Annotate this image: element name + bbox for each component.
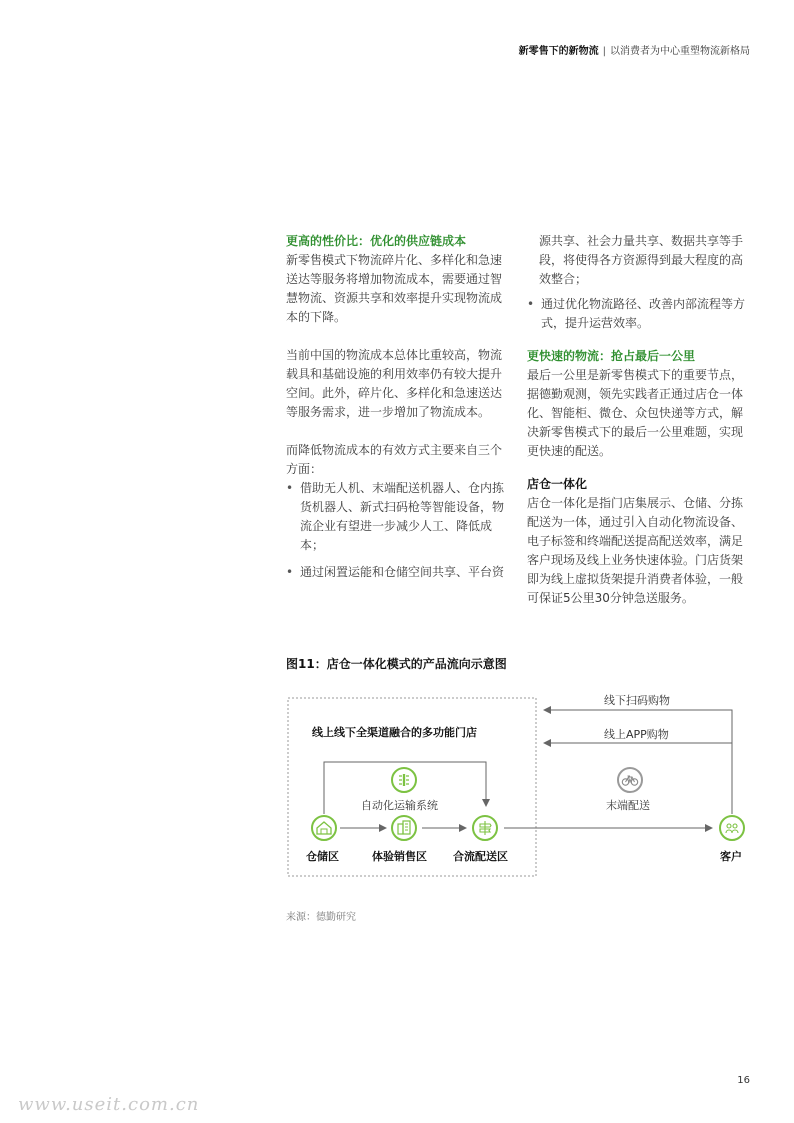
section-heading-store-warehouse: 店仓一体化 — [527, 477, 588, 491]
offline-purchase-label: 线下扫码购物 — [604, 694, 670, 707]
left-column — [286, 232, 508, 582]
header-separator: | — [602, 46, 606, 57]
header-title: 新零售下的新物流 — [518, 46, 599, 57]
paragraph-1: 新零售模式下物流碎片化、多样化和急速送达等服务将增加物流成本，需要通过智慧物流、资源共享和效率提升实现物流成本的下降。 — [286, 253, 503, 324]
node-dispatch: 合流配送区 — [453, 850, 508, 863]
node-storage: 仓储区 — [306, 850, 339, 863]
bicycle-icon — [617, 767, 643, 793]
building-icon — [391, 815, 417, 841]
store-box-title: 线上线下全渠道融合的多功能门店 — [312, 726, 477, 739]
header-subtitle: 以消费者为中心重塑物流新格局 — [610, 46, 750, 57]
warehouse-icon — [311, 815, 337, 841]
flow-diagram — [286, 690, 756, 880]
bullet-1: • 借助无人机、末端配送机器人、仓内拣货机器人、新式扫码枪等智能设备，物流企业有望进一步减少人工、降低成本； — [286, 479, 508, 555]
running-header — [519, 42, 750, 57]
node-sales: 体验销售区 — [372, 850, 427, 863]
section-heading-speed: 更快速的物流：抢占最后一公里 — [527, 349, 696, 363]
section-heading-cost: 更高的性价比：优化的供应链成本 — [286, 234, 467, 248]
paragraph-2: 当前中国的物流成本总体比重较高，物流载具和基础设施的利用效率仍有较大提升空间。此外，碎片化、多样化和急速送达等服务需求，进一步增加了物流成本。 — [286, 348, 503, 419]
figure-source: 来源：德勤研究 — [286, 912, 356, 923]
bullet-2-continuation: 源共享、社会力量共享、数据共享等手段，将使得各方资源得到最大程度的高效整合； — [539, 234, 744, 286]
page-number: 16 — [737, 1075, 750, 1086]
watermark: www.useit.com.cn — [18, 1094, 200, 1115]
bullet-2: • 通过闲置运能和仓储空间共享、平台资 — [286, 563, 508, 582]
bullet-3: • 通过优化物流路径、改善内部流程等方式，提升运营效率。 — [527, 295, 749, 333]
paragraph-4: 最后一公里是新零售模式下的重要节点，据德勤观测，领先实践者正通过店仓一体化、智能柜、微仓、众包快递等方式，解决新零售模式下的最后一公里难题，实现更快速的配送。 — [527, 368, 744, 458]
paragraph-3: 而降低物流成本的有效方式主要来自三个方面： — [286, 443, 503, 476]
paragraph-5: 店仓一体化是指门店集展示、仓储、分拣配送为一体，通过引入自动化物流设备、电子标签和终端配送提高配送效率，满足客户现场及线上业务快速体验。门店货架即为线上虚拟货架提升消费者体验，一般可保证5公里30分钟急送服务。 — [527, 496, 744, 605]
node-customer: 客户 — [720, 850, 742, 863]
auto-transport-label: 自动化运输系统 — [361, 799, 438, 812]
right-column — [527, 232, 749, 608]
online-purchase-label: 线上APP购物 — [604, 728, 669, 741]
figure-title: 图11：店仓一体化模式的产品流向示意图 — [286, 657, 507, 671]
signpost-icon — [472, 815, 498, 841]
customer-icon — [719, 815, 745, 841]
last-mile-label: 末端配送 — [606, 799, 650, 812]
conveyor-icon — [391, 767, 417, 793]
diagram-lines — [286, 690, 756, 880]
